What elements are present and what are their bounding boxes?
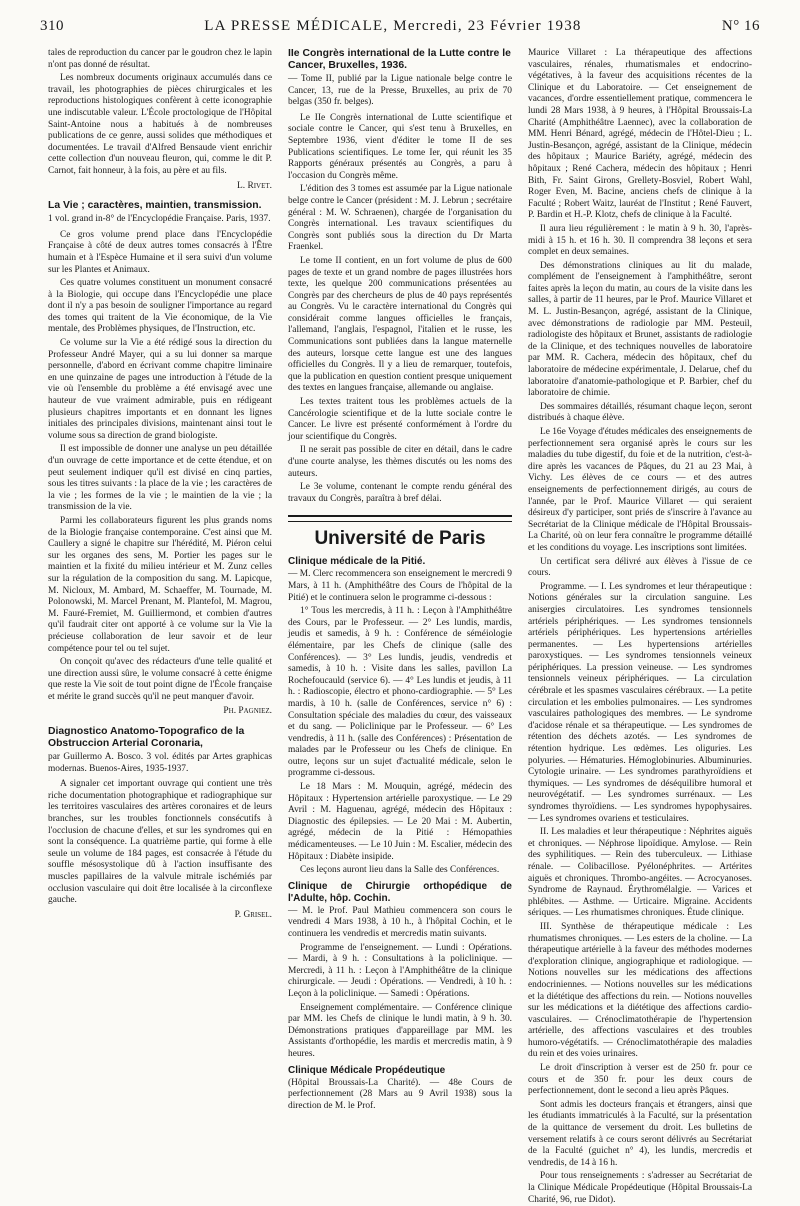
- paragraph: Le 18 Mars : M. Mouquin, agrégé, médecin des Hôpitaux : Hypertension artérielle paroxystique. — Le 29 Avril : M. Haguenau, agrégé, médecin des Hôpitaux : Diagnostic des épilepsies. — Le 20 Mai : M. Aubertin, agrégé, médecin de la Pitié : Hémopathies médicamenteuses. — Le 10 Juin : M. Escalier, médecin des Hôpitaux : Diabète insipide.: [288, 782, 512, 862]
- paragraph: Il ne serait pas possible de citer en détail, dans le cadre d'une courte analyse, les thèmes discutés ou les noms des auteurs.: [288, 445, 512, 479]
- paragraph: Il aura lieu régulièrement : le matin à 9 h. 30, l'après-midi à 15 h. et 16 h. 30. Il comprendra 38 leçons et sera complet en deux semaines.: [528, 223, 752, 258]
- paragraph: Sont admis les docteurs français et étrangers, ainsi que les étudiants immatriculés à la Faculté, sur la présentation de la quittance de versement du droit. Les bulletins de versement relatifs à ce cours seront délivrés au Secrétariat de la Faculté (guichet n° 4), les lundis, mercredis et vendredis, de 14 à 16 h.: [528, 1099, 752, 1168]
- clinic-heading: Clinique Médicale Propédeutique: [288, 1064, 446, 1076]
- article-subheading: 1 vol. grand in-8° de l'Encyclopédie Française. Paris, 1937.: [48, 214, 271, 225]
- column-2: [280, 48, 520, 1111]
- paragraph: Le tome II contient, en un fort volume de plus de 600 pages de texte et un grand nombre de pages illustrées hors texte, les quelque 200 communications présentées au Congrès par des chercheurs de plus de 40 pays représentés au Congrès. Vu le caractère international du Congrès qui considérait comme langues officielles le français, l'allemand, l'anglais, l'espagnol, l'italien et le russe, les Communications sont publiées dans la langue maternelle des auteurs, lorsque cette langue est une des langues officielles du Congrès. Il y a lieu de remarquer, toutefois, que la publication en question contient presque uniquement des textes en langues française, allemande ou anglaise.: [288, 255, 512, 394]
- paragraph: Le 16e Voyage d'études médicales des enseignements de perfectionnement sera organisé après le cours sur les maladies du tube digestif, du foie et de la nutrition, c'est-à-dire après les vacances de Pâques, du 21 au 23 Mai, à Vichy. Les élèves de ce cours — et des autres enseignements de perfectionnement dirigés, au cours de l'année, par le Prof. Maurice Villaret — qui seraient désireux d'y participer, sont priés de s'inscrire à l'avance au Secrétariat de la Clinique médicale de l'Hôpital Broussais-La Charité, où on leur fera connaître le programme détaillé et les conditions du voyage. Les inscriptions sont limitées.: [528, 427, 752, 553]
- paragraph: Maurice Villaret : La thérapeutique des affections vasculaires, rénales, rhumatismales et endocrino-végétatives, à la faveur des acquisitions récentes de la Clinique et du Laboratoire. — Cet enseignement de vacances, d'ordre essentiellement pratique, commencera le lundi 28 Mars 1938, à 9 heures, à l'Hôpital Broussais-La Charité (Amphithéâtre Laennec), avec la collaboration de MM. Henri Bénard, agrégé, médecin de l'Hôtel-Dieu ; L. Justin-Besançon, agrégé, assistant de la Clinique, médecin des hôpitaux ; Maurice Bariéty, agrégé, médecin des hôpitaux ; René Cachera, médecin des hôpitaux ; Henri Bith, Fr. Saint Girons, Grellety-Bosviel, Robert Wahl, Roger Even, M. Bacine, anciens chefs de clinique à la Faculté ; Robert Waitz, lauréat de l'Institut ; René Fauvert, P. Bardin et H.-P. Klotz, chefs de clinique à la Faculté.: [528, 48, 752, 221]
- section-rule: [288, 521, 512, 522]
- issue-number: N° 16: [721, 18, 760, 34]
- paragraph: Un certificat sera délivré aux élèves à l'issue de ce cours.: [528, 556, 752, 579]
- article-heading: IIe Congrès international de la Lutte contre le Cancer, Bruxelles, 1936.: [288, 48, 511, 71]
- paragraph: tales de reproduction du cancer par le goudron chez le lapin n'ont pas donné de résultat.: [48, 48, 272, 70]
- article-heading: La Vie ; caractères, maintien, transmission.: [48, 200, 262, 212]
- paragraph: Ces leçons auront lieu dans la Salle des Conférences.: [300, 865, 500, 876]
- section-rule: [288, 515, 512, 517]
- columns: [40, 48, 760, 1205]
- clinic-heading: Clinique médicale de la Pitié.: [288, 556, 426, 568]
- paragraph: Le IIe Congrès international de Lutte scientifique et sociale contre le Cancer, qui s'est tenu à Bruxelles, en Septembre 1936, vient d'éditer le tome II de ses Publications scientifiques. Le tome Ier, qui réunit les 35 Rapports généraux présentés au Congrès, a paru à l'occasion du Congrès même.: [288, 112, 512, 181]
- paragraph: Ces quatre volumes constituent un monument consacré à la Biologie, qui occupe dans l'Encyclopédie une place dont il n'y a pas besoin de souligner l'importance au regard des tomes qui traitent de la Vie économique, de la Vie mentale, des Problèmes physiques, de l'Instruction, etc.: [48, 278, 272, 335]
- article-subheading: par Guillermo A. Bosco. 3 vol. édités par Artes graphicas modernas. Buenos-Aires, 1935-1937.: [48, 752, 272, 774]
- paragraph: Ce gros volume prend place dans l'Encyclopédie Française à côté de deux autres tomes consacrés à l'Être humain et à l'Espèce Humaine et il sera suivi d'un volume sur les Plantes et Animaux.: [48, 229, 272, 275]
- author-signature: L. Rivet.: [237, 180, 272, 191]
- paragraph: II. Les maladies et leur thérapeutique : Néphrites aiguës et chroniques. — Néphrose lipoïdique. Amylose. — Rein des syphilitiques. — Rein des tuberculeux. — Lithiase rénale. — Colibacillose. Pyélonéphrites. — Artérites aiguës et chroniques. Thrombo-angéites. — Acrocyanoses. Syndrome de Raynaud. Érythromélalgie. — Varices et phlébites. — Asthme. — Urticaire. Migraine. Accidents sériques. — Les rhumatismes chroniques. Étude clinique.: [528, 827, 752, 919]
- paragraph: Le droit d'inscription à verser est de 250 fr. pour ce cours et de 350 fr. pour les deux cours de perfectionnement, dont le second a lieu après Pâques.: [528, 1063, 752, 1097]
- paragraph: Programme de l'enseignement. — Lundi : Opérations. — Mardi, à 9 h. : Consultations à la policlinique. — Mercredi, à 11 h. : Leçon à l'Amphithéâtre de la clinique chirurgicale. — Jeudi : Opérations. — Vendredi, à 10 h. : Leçon à la policlinique. — Samedi : Opérations.: [288, 942, 512, 999]
- paragraph: Programme. — I. Les syndromes et leur thérapeutique : Notions générales sur la circulation sanguine. Les anisergies circulatoires. Les syndromes tensionnels artériels périphériques. — Les syndromes tensionnels artériels périphériques. Les hypertensions artérielles permanentes. — Les hypertensions artérielles paroxystiques. — Les syndromes tensionnels veineux périphériques. La pression veineuse. — Les syndromes tensionnels veineux périphériques. — La circulation cérébrale et les spasmes vasculaires cérébraux. — La petite circulation et les embolies pulmonaires. — Les syndromes vasculaires pathologiques des membres. — Le syndrome d'acidose rénale et sa thérapeutique. — Les syndromes de rétention des déchets azotés. — Les syndromes de rétention hydrique. Les œdèmes. Les oliguries. Les polyuries. — Hématuries. Hémoglobinuries. Albuminuries. Cytologie urinaire. — Les syndromes parathyroïdiens et thymiques. — Les syndromes de déséquilibre humoral et neurovégétatif. — Les syndromes surrénaux. — Les syndromes thyroïdiens. — Les syndromes hypophysaires. — Les syndromes ovariens et testiculaires.: [528, 581, 752, 824]
- paragraph: A signaler cet important ouvrage qui contient une très riche documentation photographique et radiographique sur les territoires vasculaires des artères coronaires et de leurs branches, sur les troubles fonctionnels consécutifs à l'occlusion de chacune d'elles, et sur les syndromes qui en sont la conséquence. La quatrième partie, qui forme à elle seule un volume de 184 pages, est consacrée à l'étude du souffle mésosystolique dû à l'action insuffisante des muscles papillaires de la valvule mitrale ischémiés par occlusion vasculaire qui doit être localisée à la circonflexe gauche.: [48, 779, 272, 906]
- paragraph: Parmi les collaborateurs figurent les plus grands noms de la Biologie française contemporaine. C'est ainsi que M. Caullery a signé le chapitre sur l'hérédité, M. Piéron celui sur les organes des sens, M. Portier les pages sur le maintien et la fixité du milieu intérieur et M. Zunz celles sur la régulation de la composition du sang. M. Lapicque, M. Nicloux, M. Ambard, M. Schaeffer, M. Tournade, M. Polonowski, M. Marcel Prenant, M. Plantefol, M. Magrou, M. Fauré-Fremiet, M. Guilliermond, et combien d'autres qu'il faudrait citer ont apporté à ce volume sur la Vie la précieuse collaboration de leur savoir et de leur compétence pour tel ou tel sujet.: [48, 515, 272, 654]
- paragraph: Pour tous renseignements : s'adresser au Secrétariat de la Clinique Médicale Propédeutique (Hôpital Broussais-La Charité, 96, rue Didot).: [528, 1171, 752, 1205]
- paragraph: Ce volume sur la Vie a été rédigé sous la direction du Professeur André Mayer, qui a su lui donner sa marque personnelle, d'abord en écrivant comme chapitre liminaire en une quinzaine de pages une introduction à l'étude de la vie où l'ensemble du problème a été envisagé avec une hauteur de vue vraiment admirable, puis en rédigeant plusieurs chapitres importants et en donnant les lignes initiales des principales divisions, maintenant ainsi tout le volume sous sa direction de grand biologiste.: [48, 338, 272, 441]
- section-title: Université de Paris: [314, 528, 486, 550]
- page-header: [40, 18, 760, 42]
- paragraph: Les textes traitent tous les problèmes actuels de la Cancérologie scientifique et de la lutte sociale contre le Cancer. Le livre est présenté conformément à l'ordre du jour scientifique du Congrès.: [288, 397, 512, 442]
- paragraph: Le 3e volume, contenant le compte rendu général des travaux du Congrès, paraîtra à bref délai.: [288, 482, 512, 504]
- column-3: [520, 48, 760, 1205]
- article-heading: Diagnostico Anatomo-Topografico de la Obstruccion Arterial Coronaria,: [48, 726, 245, 750]
- paragraph: (Hôpital Broussais-La Charité). — 48e Cours de perfectionnement (28 Mars au 9 Avril 1938) sous la direction de M. le Prof.: [288, 1077, 512, 1111]
- column-1: [40, 48, 280, 1082]
- paragraph: Les nombreux documents originaux accumulés dans ce travail, les photographies de pièces chirurgicales et les reproductions histologiques confèrent à cette iconographie une indiscutable valeur. L'École proctologique de l'Hôpital Saint-Antoine nous a habitués à de nombreuses publications de ce genre, aussi solides que méthodiques et documentées. Le travail d'Alfred Bensaude vient enrichir cette collection d'un nouveau fleuron, qui, comme le dit P. Carnot, fait honneur, à la fois, au père et au fils.: [48, 73, 272, 176]
- paragraph: Des sommaires détaillés, résumant chaque leçon, seront distribués à chaque élève.: [528, 401, 752, 424]
- author-signature: Ph. Pagniez.: [223, 706, 272, 717]
- paragraph: Enseignement complémentaire. — Conférence clinique par MM. les Chefs de clinique le lundi matin, à 9 h. 30. Démonstrations pratiques d'appareillage par MM. les Assistants d'orthopédie, les mardis et mercredis matin, à 9 heures.: [288, 1002, 512, 1059]
- clinic-heading: Clinique de Chirurgie orthopédique de l'Adulte, hôp. Cochin.: [288, 880, 512, 904]
- article-subheading: — Tome II, publié par la Ligue nationale belge contre le Cancer, 13, rue de la Presse, Bruxelles, au prix de 70 belgas (350 fr. belges).: [288, 74, 512, 108]
- paragraph: III. Synthèse de thérapeutique médicale : Les rhumatismes chroniques. — Les esters de la choline. — La thérapeutique artérielle à la faveur des méthodes modernes d'exploration clinique, angiographique et radiologique. — Notions nouvelles sur les médications des affections endocriniennes. — Notions nouvelles sur les médications et la diététique des affections du rein. — Notions nouvelles sur les médications et la diététique des affections cardio-vasculaires. — Crénoclimatothérapie de l'hypertension artérielle, des affections vasculaires et des troubles humoro-végétatifs. — Crénoclimatothérapie des maladies du rein et des voies urinaires.: [528, 921, 752, 1060]
- paragraph: On conçoit qu'avec des rédacteurs d'une telle qualité et une direction aussi sûre, le volume consacré à cette énigme que reste la Vie soit de tout point digne de l'École française et mérite le grand succès qu'il ne peut manquer d'avoir.: [48, 657, 272, 702]
- paragraph: — M. Clerc recommencera son enseignement le mercredi 9 Mars, à 11 h. (Amphithéâtre des Cours de l'hôpital de la Pitié) et le continuera selon le programme ci-dessous :: [288, 569, 512, 603]
- paragraph: L'édition des 3 tomes est assumée par la Ligue nationale belge contre le Cancer (président : M. J. Lebrun ; secrétaire général : M. W. Schraenen), chargée de l'organisation du Congrès international. Les travaux scientifiques du Congrès sont publiés sous la direction du Dr Marta Fraenkel.: [288, 184, 512, 253]
- journal-title: LA PRESSE MÉDICALE, Mercredi, 23 Février 1938: [204, 18, 582, 34]
- paragraph: Il est impossible de donner une analyse un peu détaillée d'un ouvrage de cette importance et de cette étendue, et on peut seulement indiquer qu'il est divisé en cinq parties, sous les titres suivants : la place de la vie ; les caractères de la vie ; les formes de la vie ; le maintien de la vie ; la transmission de la vie.: [48, 444, 272, 513]
- paragraph: 1° Tous les mercredis, à 11 h. : Leçon à l'Amphithéâtre des Cours, par le Professeur. — 2° Les lundis, mardis, jeudis et samedis, à 9 h. : Conférence de séméiologie élémentaire, par les Chefs de clinique (salle des Conférences). — 3° Les lundis, jeudis, vendredis et samedis, à 10 h. : Visite dans les salles, pavillon La Rochefoucauld (service 6). — 4° Les lundis et jeudis, à 11 h. : Radioscopie, électro et phono-cardiographie. — 5° Les mardis, à 10 h. (salle de Conférences, service n° 6) : Consultation spéciale des maladies du cœur, des vaisseaux et du sang. — Policlinique par le Professeur. — 6° Les vendredis, à 11 h. (salle des Conférences) : Présentation de malades par le Professeur ou les Chefs de clinique. En outre, leçons sur un sujet d'actualité médicale, selon le programme ci-dessous.: [288, 606, 512, 779]
- paragraph: — M. le Prof. Paul Mathieu commencera son cours le vendredi 4 Mars 1938, à 10 h., à l'hôpital Cochin, et le continuera les vendredis et mercredis matin suivants.: [288, 905, 512, 939]
- page-number: 310: [40, 18, 64, 34]
- author-signature: P. Grisel.: [234, 909, 272, 920]
- paragraph: Des démonstrations cliniques au lit du malade, complément de l'enseignement à l'amphithéâtre, seront faites après la leçon du matin, au cours de la visite dans les salles, à partir de 11 heures, par le Prof. Maurice Villaret et M. L. Justin-Besançon, agrégé, assistant de la Clinique, avec démonstrations de radiologie par MM. Pesteuil, radiologiste des hôpitaux et Brunet, assistants de radiologie de la Clinique, et des techniques nouvelles de laboratoire par MM. R. Cachera, médecin des hôpitaux, chef du laboratoire de médecine expérimentale, J. Delarue, chef du laboratoire d'anatomie-pathologique et P. Barbier, chef du laboratoire de chimie.: [528, 260, 752, 399]
